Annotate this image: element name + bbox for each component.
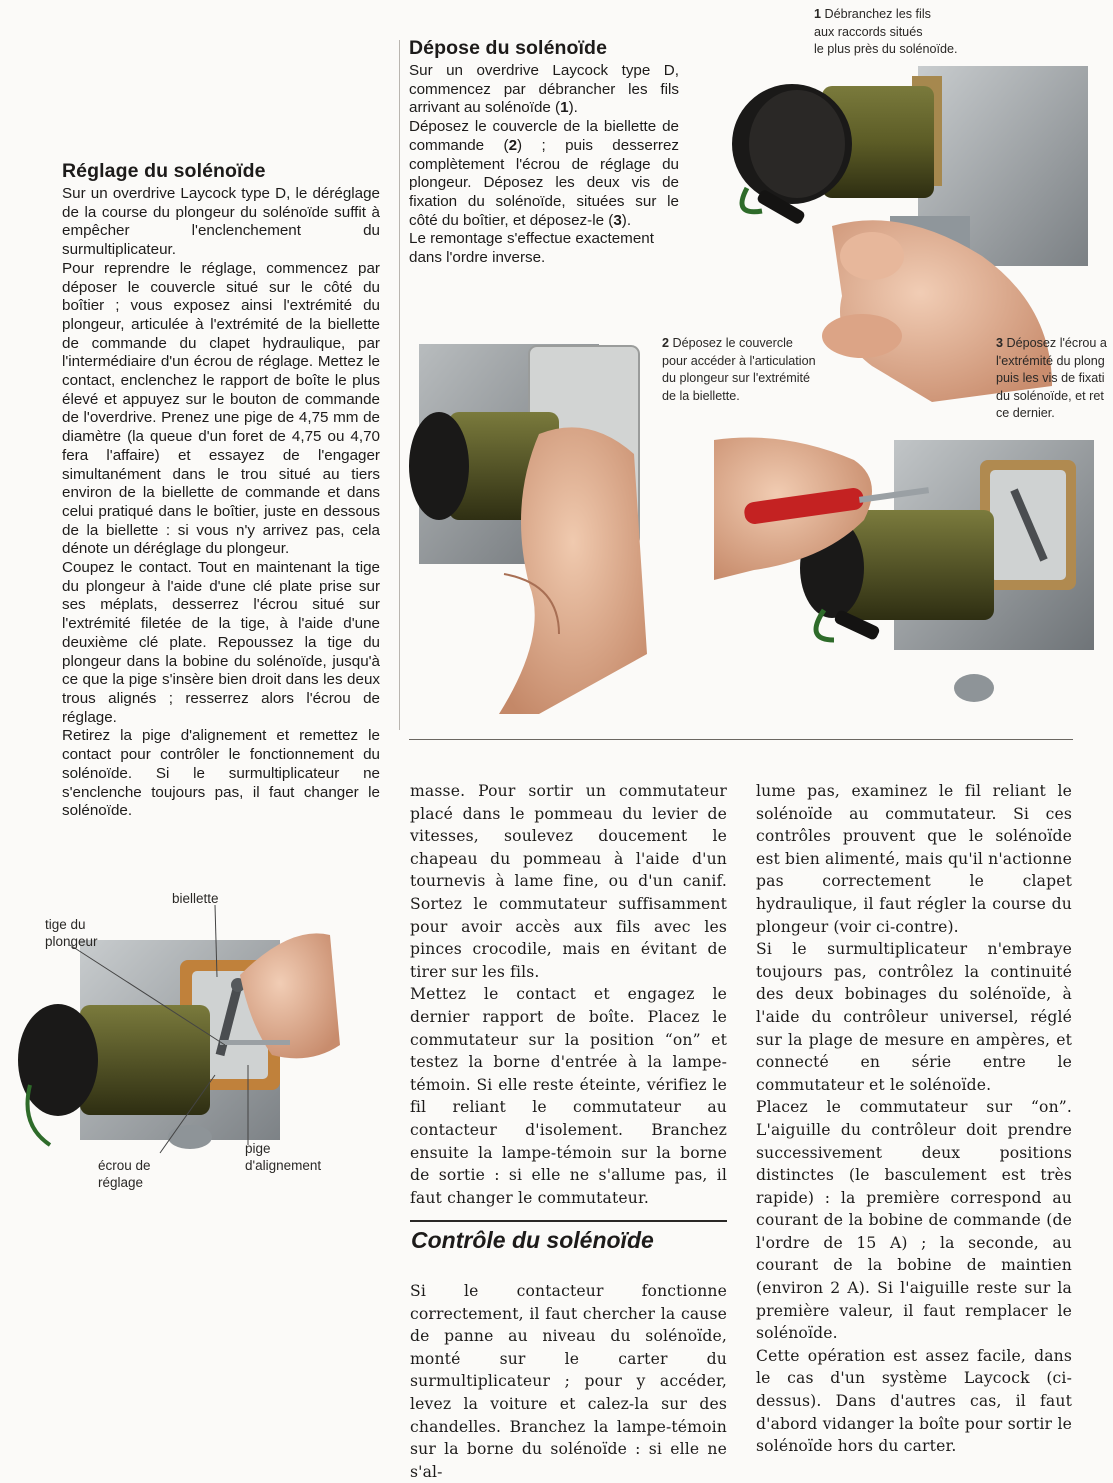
body-paragraph: Si le surmultiplicateur n'embraye toujours pas, contrôlez la continuité des deux bobinages du solénoïde, à l'aide du contrôleur universel, réglé sur la plage de mesure en ampères, et connecté en série entre le commutateur et le solénoïde. [756, 940, 1072, 1094]
caption-3: 3 Déposez l'écrou a l'extrémité du plong puis les vis de fixati du solénoïde, et ret ce dernier. [996, 336, 1107, 420]
reglage-title: Réglage du solénoïde [62, 160, 266, 182]
reglage-paragraph: Pour reprendre le réglage, commencez par déposer le couvercle situé sur le côté du boîtier ; vous exposez ainsi l'extrémité du plongeur, articulée à l'extrémité de la biellette de commande du clapet hydraulique, par l'intermédiaire d'un écrou de réglage. Mettez le contact, enclenchez le rapport de boîte le plus élevé et appuyez sur le bouton de commande de l'overdrive. Prenez une pige de 4,75 mm de diamètre (la queue d'un foret de 4,75 ou 4,70 fera l'affaire) et essayez de l'engager simultanément dans le trou situé au tiers environ de la biellette de commande et dans celui pratiqué dans le boîtier, juste en dessous de la biellette : si vous n'y arrivez pas, cela dénote un déréglage du plongeur. [62, 259, 380, 558]
column-divider [399, 40, 400, 730]
depose-text [409, 62, 679, 268]
depose-paragraph: Le remontage s'effectue exactement dans l'ordre inverse. [409, 230, 654, 267]
reglage-paragraph: Coupez le contact. Tout en maintenant la tige du plongeur à l'aide d'une clé plate prise sur ses méplats, desserrez l'écrou situé sur l'extrémité filetée de la tige, à l'aide d'une deuxième clé plate. Repoussez la tige du plongeur dans la bobine du solénoïde, jusqu'à ce que la pige s'insère bien droit dans les deux trous alignés ; resserrez alors l'écrou de réglage. [62, 559, 380, 726]
body-paragraph: Placez le commutateur sur “on”. L'aiguille du contrôleur doit prendre successivement deux positions distinctes (le basculement est très rapide) : la première correspond au courant de la bobine de commande (de l'ordre de 15 A) ; la seconde, au courant de la bobine de maintien (environ 2 A). Si l'aiguille reste sur la première valeur, il faut remplacer le solénoïde. [756, 1098, 1072, 1343]
depose-title: Dépose du solénoïde [409, 37, 608, 59]
horizontal-divider [409, 739, 1073, 740]
body-paragraph: lume pas, examinez le fil reliant le solénoïde au commutateur. Si ces contrôles prouvent que le solénoïde est bien alimenté, mais qu'il n'actionne pas correctement le clapet hydraulique, il faut régler la course du plongeur (voir ci-contre). [756, 782, 1072, 936]
body-paragraph: masse. Pour sortir un commutateur placé dans le pommeau du levier de vitesses, soulevez doucement le chapeau du pommeau à l'aide d'un tournevis à lame fine, ou d'un canif. Sortez le commutateur suffisamment pour avoir accès aux fils avec les pinces crocodile, mais en évitant de tirer sur les fils. [410, 782, 727, 981]
depose-paragraph: Déposez le couvercle de la biellette de commande (2) ; puis desserrez complètement l'écrou de réglage du plongeur. Déposez les deux vis de fixation du solénoïde, situées sur le côté du boîtier, et déposez-le (3). [409, 118, 679, 229]
caption-1: 1 Débranchez les fils aux raccords situés le plus près du solénoïde. [814, 7, 958, 56]
reglage-paragraph: Sur un overdrive Laycock type D, le déréglage de la course du plongeur du solénoïde suffit à empêcher l'enclenchement du surmultiplicateur. [62, 185, 380, 259]
label-tige-plongeur: tige du plongeur [45, 917, 98, 949]
reglage-text [62, 185, 380, 821]
photo-remove-cover [409, 334, 659, 714]
depose-paragraph: Sur un overdrive Laycock type D, commencez par débrancher les fils arrivant au solénoïde (1). [409, 62, 679, 117]
caption-2: 2 Déposez le couvercle pour accéder à l'articulation du plongeur sur l'extrémité de la biellette. [662, 336, 816, 403]
reglage-paragraph: Retirez la pige d'alignement et remettez le contact pour contrôler le fonctionnement du solénoïde. Si le surmultiplicateur ne s'enclenche toujours pas, il faut changer le solénoïde. [62, 727, 380, 820]
photo-remove-solenoid [714, 420, 1113, 720]
controle-title: Contrôle du solénoïde [411, 1227, 654, 1253]
body-paragraph: Mettez le contact et engagez le dernier rapport de boîte. Placez le commutateur sur la position “on” et testez la borne d'entrée à la lampe-témoin. Si elle reste éteinte, vérifiez le fil reliant le commutateur au contacteur d'isolement. Branchez ensuite la lampe-témoin sur la borne de sortie : si elle ne s'allume pas, il faut changer le commutateur. [410, 985, 727, 1207]
label-ecrou-reglage: écrou de réglage [98, 1158, 151, 1190]
controle-rule [410, 1220, 727, 1222]
controle-text [410, 1280, 727, 1483]
label-biellette: biellette [172, 891, 219, 906]
right-column [756, 780, 1072, 1458]
middle-column [410, 780, 727, 1209]
label-pige-alignement: pige d'alignement [245, 1141, 322, 1173]
body-paragraph: Si le contacteur fonctionne correctement, il faut chercher la cause de panne au niveau du solénoïde, monté sur le carter du surmultiplicateur ; pour y accéder, levez la voiture et calez-la sur des chandelles. Branchez la lampe-témoin sur la borne du solénoïde : si elle ne s'al- [410, 1282, 727, 1481]
body-paragraph: Cette opération est assez facile, dans le cas d'un système Laycock (ci-dessus). Dans d'autres cas, il faut d'abord vidanger la boîte pour sortir le solénoïde hors du carter. [756, 1346, 1072, 1456]
